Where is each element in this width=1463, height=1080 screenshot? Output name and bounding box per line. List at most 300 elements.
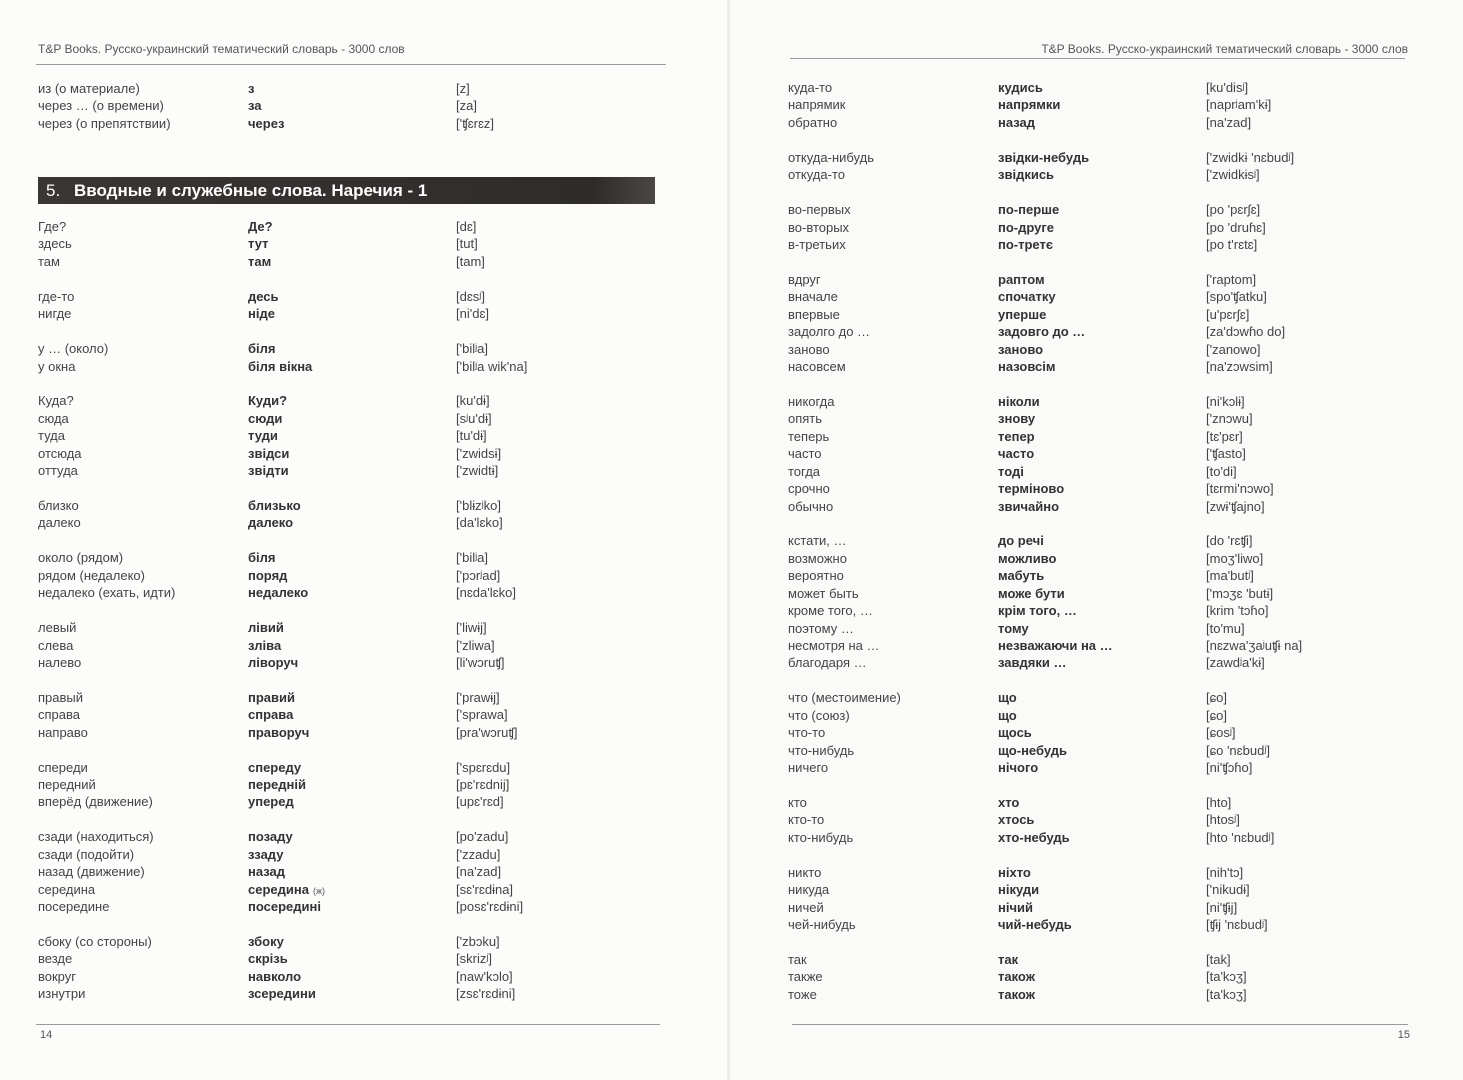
entry-row	[788, 567, 1428, 584]
transcription: [po 'pɛrʃɛ]	[1206, 202, 1261, 218]
russian-word: тоже	[788, 986, 817, 1002]
ukrainian-text: уперше	[998, 306, 1047, 322]
russian-word: вокруг	[38, 968, 77, 984]
ukrainian-text: нікуди	[998, 882, 1040, 898]
russian-word: рядом (недалеко)	[38, 567, 145, 583]
entry-row	[38, 724, 678, 741]
entry-row	[38, 863, 678, 880]
transcription: ['raptom]	[1206, 271, 1257, 287]
russian-word: спереди	[38, 759, 88, 775]
transcription: [pɛ'rɛdnij]	[456, 777, 510, 792]
entry-row	[38, 97, 678, 114]
ukrainian-text: зсередини	[248, 986, 316, 1002]
ukrainian-word	[248, 567, 287, 584]
entry-row	[788, 306, 1428, 323]
ukrainian-text: назад	[998, 114, 1036, 130]
ukrainian-word	[998, 811, 1034, 828]
ukrainian-word	[998, 114, 1035, 131]
russian-word: сзади (подойти)	[38, 846, 135, 862]
entry-row	[788, 288, 1428, 305]
transcription: [ɕo]	[1206, 707, 1227, 723]
left-page	[0, 0, 730, 1080]
ukrainian-word	[998, 271, 1045, 288]
russian-word: через (о препятствии)	[38, 115, 171, 131]
russian-word: откуда-то	[788, 167, 845, 183]
ukrainian-text: хто-небудь	[998, 829, 1070, 845]
ukrainian-word	[248, 497, 301, 514]
entry-row	[788, 428, 1428, 445]
ukrainian-text: знову	[998, 411, 1036, 427]
ukrainian-word	[248, 724, 309, 741]
transcription: [nih'tɔ]	[1206, 864, 1244, 880]
transcription: [ku'dɨ]	[456, 393, 490, 409]
russian-word: из (о материале)	[38, 81, 140, 96]
ukrainian-text: терміново	[998, 481, 1065, 497]
ukrainian-word	[248, 549, 276, 566]
ukrainian-word	[998, 899, 1033, 916]
russian-word: поэтому …	[788, 620, 854, 636]
entry-row	[38, 514, 678, 531]
russian-word: близко	[38, 498, 79, 513]
russian-word: у … (около)	[38, 341, 109, 357]
ukrainian-text: праворуч	[248, 724, 310, 740]
ukrainian-text: до речі	[998, 533, 1044, 549]
russian-word: около (рядом)	[38, 550, 124, 566]
ukrainian-word	[248, 514, 293, 531]
entry-row	[788, 219, 1428, 236]
russian-word: здесь	[38, 236, 72, 252]
transcription: [na'zad]	[456, 864, 502, 880]
ukrainian-text: скрізь	[248, 951, 288, 967]
ukrainian-text: біля	[248, 550, 276, 566]
entry-row	[38, 80, 678, 97]
russian-word: середина	[38, 881, 96, 897]
ukrainian-word	[248, 305, 275, 322]
transcription: [pra'wɔruʧ]	[456, 724, 518, 740]
russian-word: теперь	[788, 428, 830, 444]
ukrainian-word	[998, 306, 1046, 323]
transcription: ['liwɨj]	[456, 620, 487, 636]
entry-row	[38, 828, 678, 845]
group-spacer	[788, 253, 1428, 270]
transcription: ['zzadu]	[456, 846, 501, 862]
transcription: ['blɨzʲko]	[456, 498, 502, 513]
transcription: ['zwidsɨ]	[456, 445, 502, 461]
ukrainian-text: біля вікна	[248, 358, 313, 374]
footer-rule	[792, 1024, 1408, 1025]
transcription: [hto]	[1206, 794, 1232, 810]
entry-row	[38, 933, 678, 950]
russian-word: недалеко (ехать, идти)	[38, 585, 176, 601]
ukrainian-word	[998, 602, 1077, 619]
ukrainian-text: Де?	[248, 219, 273, 234]
ukrainian-word	[998, 341, 1043, 358]
russian-word: благодаря …	[788, 655, 867, 671]
transcription: [za]	[456, 98, 477, 114]
russian-word: вдруг	[788, 271, 821, 287]
transcription: ['nikudɨ]	[1206, 882, 1250, 898]
ukrainian-text: щось	[998, 725, 1032, 741]
russian-word: кстати, …	[788, 533, 847, 549]
ukrainian-word	[998, 620, 1029, 637]
ukrainian-word	[248, 80, 254, 97]
entry-row	[788, 341, 1428, 358]
entry-row	[788, 498, 1428, 515]
ukrainian-word	[998, 881, 1039, 898]
ukrainian-text: тут	[248, 236, 269, 252]
russian-word: никуда	[788, 882, 830, 898]
entry-row	[38, 410, 678, 427]
transcription: [ni'ʧɔɦo]	[1206, 760, 1253, 776]
russian-word: изнутри	[38, 986, 86, 1002]
entry-row	[788, 620, 1428, 637]
page-number: 14	[40, 1029, 53, 1041]
transcription: [po 'druɦɛ]	[1206, 219, 1266, 235]
russian-word: возможно	[788, 550, 847, 566]
transcription: [ɕo 'nɛbudʲ]	[1206, 742, 1270, 758]
ukrainian-text: назовсім	[998, 359, 1056, 374]
ukrainian-word	[248, 218, 273, 235]
ukrainian-word	[248, 846, 283, 863]
group-spacer	[788, 933, 1428, 950]
ukrainian-word	[998, 236, 1053, 253]
ukrainian-text: зліва	[248, 637, 282, 653]
transcription: [z]	[456, 81, 470, 96]
transcription: ['prawɨj]	[456, 689, 500, 705]
ukrainian-word	[998, 916, 1072, 933]
group-spacer	[788, 131, 1428, 148]
ukrainian-text: ніколи	[998, 393, 1040, 409]
entry-row	[788, 829, 1428, 846]
russian-word: опять	[788, 411, 823, 427]
transcription: [na'zɔwsim]	[1206, 359, 1273, 374]
ukrainian-word	[248, 706, 293, 723]
russian-word: откуда-нибудь	[788, 149, 874, 165]
russian-word: справа	[38, 707, 80, 723]
ukrainian-word	[248, 968, 301, 985]
ukrainian-word	[248, 253, 271, 270]
ukrainian-word	[248, 950, 288, 967]
group-spacer	[38, 741, 678, 758]
russian-word: кто-нибудь	[788, 829, 854, 845]
russian-word: нигде	[38, 306, 72, 322]
transcription: [u'pɛrʃɛ]	[1206, 306, 1250, 322]
russian-word: никогда	[788, 393, 835, 409]
russian-word: во-первых	[788, 202, 851, 218]
russian-word: кроме того, …	[788, 603, 873, 619]
ukrainian-text: по-перше	[998, 202, 1060, 218]
entry-row	[38, 846, 678, 863]
ukrainian-word	[998, 567, 1044, 584]
russian-word: передний	[38, 777, 96, 792]
transcription: [naw'kɔlo]	[456, 968, 513, 984]
entry-row	[38, 898, 678, 915]
entry-row	[788, 986, 1428, 1003]
ukrainian-word	[248, 654, 298, 671]
ukrainian-word	[998, 724, 1032, 741]
transcription: [nɛzwa'ʒaʲuʧɨ na]	[1206, 638, 1303, 653]
ukrainian-word	[248, 584, 308, 601]
russian-word: в-третьих	[788, 236, 846, 252]
section-heading	[38, 177, 655, 204]
transcription: [to'mu]	[1206, 620, 1245, 636]
transcription: ['bilʲa]	[456, 341, 489, 357]
entry-row	[788, 393, 1428, 410]
transcription: ['zwidtɨ]	[456, 463, 499, 479]
russian-word: чей-нибудь	[788, 917, 856, 932]
ukrainian-text: сюди	[248, 410, 283, 426]
russian-word: что-нибудь	[788, 742, 855, 758]
transcription: ['zwidkɨsʲ]	[1206, 167, 1260, 183]
russian-word: задолго до …	[788, 324, 871, 340]
entry-row	[38, 235, 678, 252]
ukrainian-word	[998, 759, 1038, 776]
word-list	[788, 79, 1428, 1003]
group-spacer	[38, 916, 678, 933]
russian-word: никто	[788, 864, 822, 880]
russian-word: через … (о времени)	[38, 98, 164, 114]
ukrainian-text: ззаду	[248, 846, 284, 862]
transcription: ['znɔwu]	[1206, 411, 1253, 427]
transcription: ['sprawa]	[456, 707, 508, 723]
transcription: ['ʧasto]	[1206, 446, 1246, 462]
ukrainian-text: мабуть	[998, 568, 1045, 584]
entry-row	[788, 881, 1428, 898]
russian-word: срочно	[788, 481, 830, 497]
ukrainian-word	[248, 828, 293, 845]
ukrainian-word	[998, 166, 1054, 183]
russian-word: тогда	[788, 463, 821, 479]
ukrainian-word	[998, 794, 1019, 811]
russian-word: вероятно	[788, 568, 844, 584]
russian-word: часто	[788, 446, 822, 462]
entry-row	[788, 358, 1428, 375]
ukrainian-text: недалеко	[248, 585, 309, 601]
russian-word: правый	[38, 689, 84, 705]
ukrainian-text: так	[998, 951, 1019, 967]
entry-row	[788, 410, 1428, 427]
entry-row	[38, 706, 678, 723]
ukrainian-text: раптом	[998, 271, 1045, 287]
ukrainian-word	[998, 358, 1055, 375]
ukrainian-text: ніхто	[998, 864, 1031, 880]
page-number: 15	[1397, 1029, 1410, 1041]
russian-word: отсюда	[38, 445, 82, 461]
group-spacer	[788, 375, 1428, 392]
entry-row	[788, 79, 1428, 96]
ukrainian-word	[998, 707, 1017, 724]
word-list-top	[38, 80, 678, 132]
transcription: [spo'ʧatku]	[1206, 289, 1267, 305]
russian-word: ничей	[788, 899, 824, 915]
entry-row	[788, 532, 1428, 549]
entry-row	[38, 968, 678, 985]
entry-row	[788, 602, 1428, 619]
entry-row	[788, 96, 1428, 113]
entry-row	[38, 305, 678, 322]
entry-row	[788, 149, 1428, 166]
entry-row	[788, 654, 1428, 671]
ukrainian-text: десь	[248, 288, 279, 304]
transcription: [ni'ʧɨj]	[1206, 899, 1238, 915]
entry-row	[788, 271, 1428, 288]
russian-word: заново	[788, 341, 830, 357]
ukrainian-word	[998, 968, 1035, 985]
entry-row	[38, 793, 678, 810]
transcription: [ku'disʲ]	[1206, 80, 1249, 95]
ukrainian-text: уперед	[248, 794, 294, 810]
ukrainian-word	[248, 410, 282, 427]
ukrainian-text: хтось	[998, 812, 1035, 828]
russian-word: напрямик	[788, 97, 846, 113]
transcription: [naprʲam'kɨ]	[1206, 97, 1272, 113]
transcription: [sʲu'dɨ]	[456, 410, 492, 426]
russian-word: несмотря на …	[788, 638, 880, 653]
ukrainian-text: тоді	[998, 463, 1024, 479]
ukrainian-text: звідкись	[998, 167, 1055, 183]
group-spacer	[38, 532, 678, 549]
ukrainian-word	[998, 532, 1044, 549]
ukrainian-text: посередині	[248, 899, 321, 915]
transcription: ['pɔrʲad]	[456, 567, 501, 583]
ukrainian-text: біля	[248, 341, 276, 357]
ukrainian-word	[248, 445, 289, 462]
transcription: [dɛ]	[456, 219, 477, 234]
russian-word: что (союз)	[788, 707, 850, 723]
entry-row	[38, 985, 678, 1002]
ukrainian-word	[998, 742, 1067, 759]
entry-row	[38, 288, 678, 305]
transcription: [ni'kɔlɨ]	[1206, 393, 1245, 409]
ukrainian-word	[248, 235, 268, 252]
ukrainian-text: лівий	[248, 620, 284, 636]
transcription: [to'di]	[1206, 463, 1237, 479]
russian-word: обычно	[788, 498, 834, 514]
ukrainian-word	[248, 985, 316, 1002]
russian-word: слева	[38, 637, 74, 653]
ukrainian-text: також	[998, 986, 1035, 1002]
transcription: [htosʲ]	[1206, 812, 1240, 828]
group-spacer	[38, 323, 678, 340]
transcription: [zawdʲa'kɨ]	[1206, 655, 1265, 671]
transcription: [sɛ'rɛdɨna]	[456, 881, 514, 897]
transcription: ['zanowo]	[1206, 341, 1261, 357]
ukrainian-text: нічий	[998, 899, 1033, 915]
entry-row	[788, 637, 1428, 654]
ukrainian-text: заново	[998, 341, 1044, 357]
ukrainian-text: спереду	[248, 759, 302, 775]
ukrainian-word	[248, 898, 321, 915]
ukrainian-text: може бути	[998, 585, 1065, 601]
transcription: [do 'rɛʧi]	[1206, 533, 1253, 549]
transcription: ['zbɔku]	[456, 933, 500, 949]
ukrainian-text: часто	[998, 446, 1035, 462]
ukrainian-word	[998, 951, 1018, 968]
entry-row	[38, 619, 678, 636]
ukrainian-word	[998, 986, 1035, 1003]
header-rule	[790, 58, 1405, 59]
ukrainian-text: близько	[248, 498, 301, 513]
ukrainian-word	[248, 340, 276, 357]
ukrainian-text: хто	[998, 794, 1020, 810]
ukrainian-word	[248, 288, 279, 305]
transcription: ['zwidkɨ 'nɛbudʲ]	[1206, 149, 1295, 165]
group-spacer	[38, 602, 678, 619]
ukrainian-text: звідси	[248, 445, 290, 461]
russian-word: Куда?	[38, 393, 74, 409]
ukrainian-word	[248, 619, 284, 636]
transcription: [ɕosʲ]	[1206, 725, 1236, 741]
ukrainian-word	[998, 864, 1031, 881]
entry-row	[38, 462, 678, 479]
ukrainian-text: назад	[248, 864, 286, 880]
ukrainian-text: позаду	[248, 829, 293, 845]
entry-row	[38, 654, 678, 671]
transcription: [posɛ'rɛdɨni]	[456, 899, 524, 915]
ukrainian-text: навколо	[248, 968, 302, 984]
ukrainian-text: далеко	[248, 515, 294, 531]
russian-word: посередине	[38, 899, 110, 915]
entry-row	[38, 115, 678, 132]
header-rule	[36, 64, 666, 65]
group-spacer	[788, 672, 1428, 689]
transcription: [ɕo]	[1206, 690, 1227, 706]
ukrainian-word	[998, 550, 1056, 567]
ukrainian-text: кудись	[998, 80, 1043, 95]
ukrainian-text: звідки-небудь	[998, 149, 1090, 165]
ukrainian-word	[998, 637, 1113, 654]
transcription: [zsɛ'rɛdɨni]	[456, 986, 516, 1002]
transcription: [tɛrmi'nɔwo]	[1206, 481, 1274, 497]
transcription: [za'dɔwɦo do]	[1206, 324, 1286, 340]
transcription: [skrizʲ]	[456, 951, 493, 967]
transcription: [po t'rɛtɛ]	[1206, 236, 1258, 252]
russian-word: ничего	[788, 760, 829, 776]
russian-word: левый	[38, 620, 77, 636]
entry-row	[38, 445, 678, 462]
entry-row	[38, 358, 678, 375]
ukrainian-text: там	[248, 253, 272, 269]
ukrainian-text: ніде	[248, 306, 275, 322]
ukrainian-text: чий-небудь	[998, 917, 1072, 932]
entry-row	[788, 968, 1428, 985]
section-number: 5.	[46, 181, 61, 200]
russian-word: туда	[38, 428, 65, 444]
ukrainian-text: задовго до …	[998, 324, 1086, 340]
ukrainian-text: крім того, …	[998, 603, 1077, 619]
russian-word: вперёд (движение)	[38, 794, 153, 810]
group-spacer	[788, 184, 1428, 201]
entry-row	[38, 218, 678, 235]
entry-row	[38, 253, 678, 270]
group-spacer	[788, 846, 1428, 863]
russian-word: что (местоимение)	[788, 690, 901, 706]
ukrainian-text: передній	[248, 777, 306, 792]
entry-row	[788, 585, 1428, 602]
russian-word: так	[788, 951, 807, 967]
ukrainian-word	[248, 793, 294, 810]
entry-row	[38, 950, 678, 967]
russian-word: сюда	[38, 410, 69, 426]
russian-word: назад (движение)	[38, 864, 145, 880]
transcription: [tɛ'pɛr]	[1206, 428, 1243, 444]
ukrainian-word	[998, 149, 1089, 166]
entry-row	[788, 463, 1428, 480]
russian-word: налево	[38, 654, 82, 670]
russian-word: далеко	[38, 515, 81, 531]
russian-word: у окна	[38, 358, 76, 374]
ukrainian-text: звідти	[248, 463, 289, 479]
